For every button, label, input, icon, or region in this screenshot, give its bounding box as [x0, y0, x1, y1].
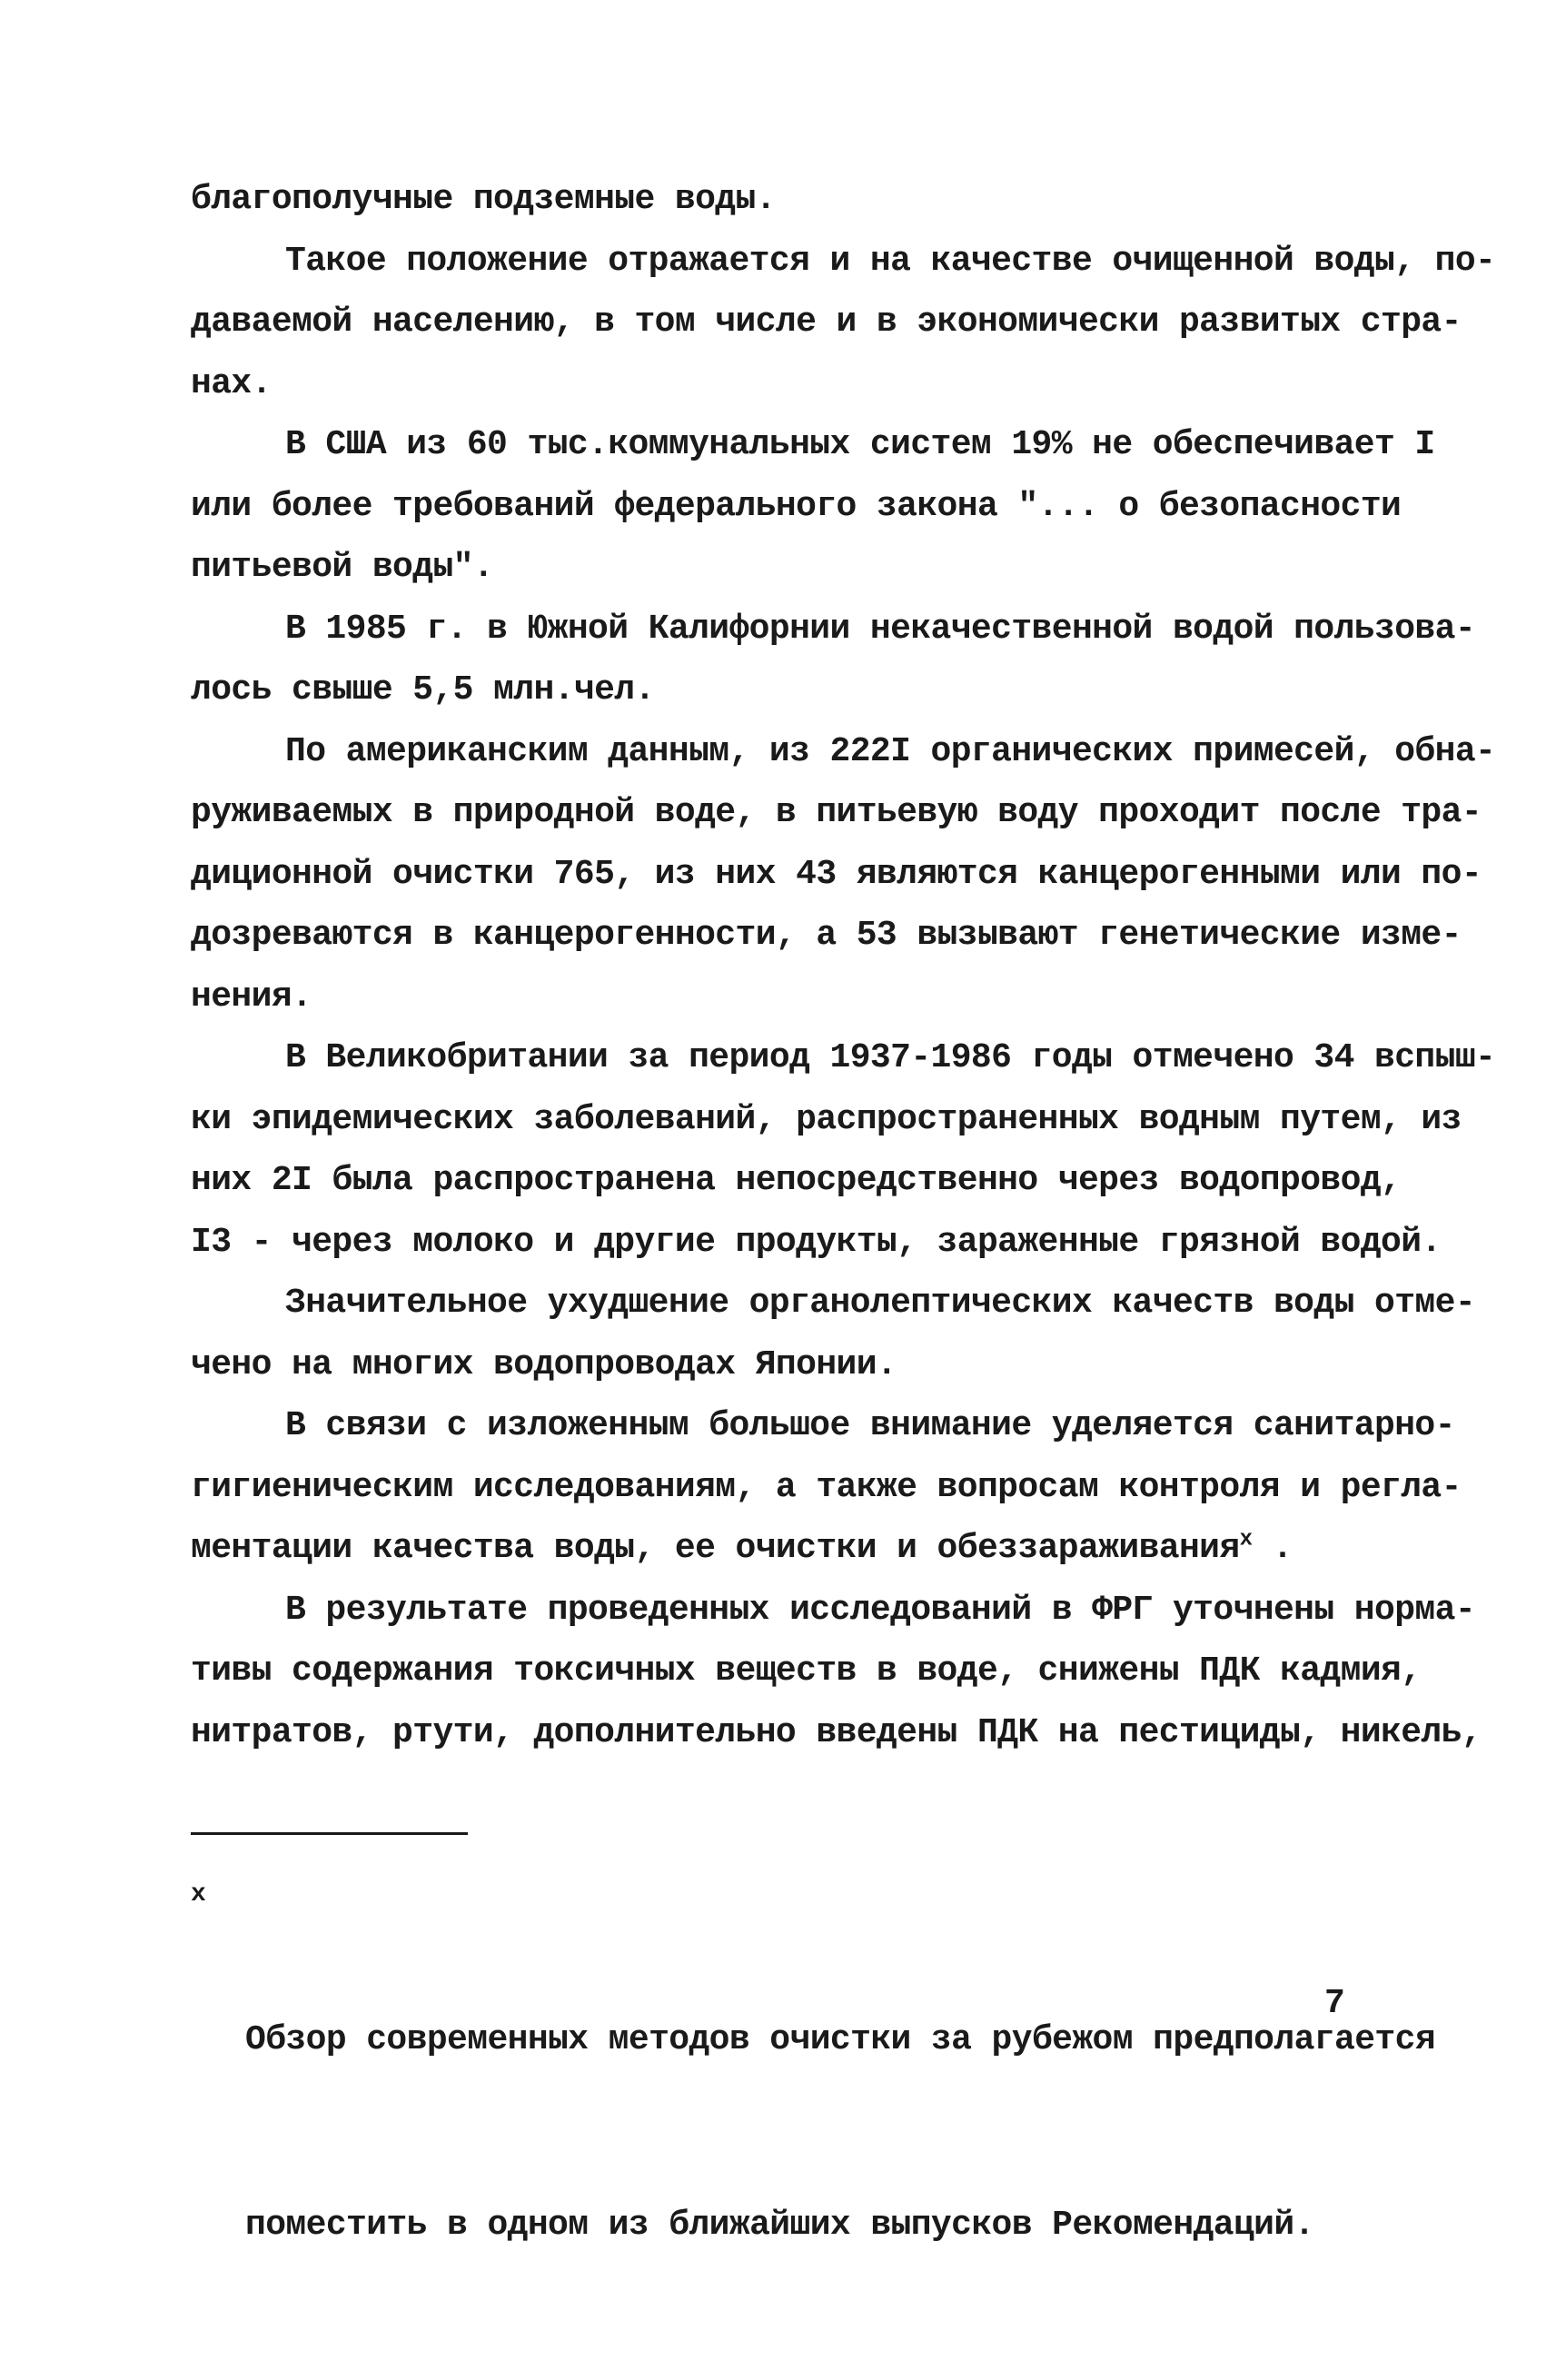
text-line: даваемой населению, в том числе и в экономически развитых стра-: [191, 302, 1462, 342]
paragraph: [191, 599, 1476, 721]
footnote-divider: [191, 1832, 468, 1835]
text-line: В связи с изложенным большое внимание уделяется санитарно-: [285, 1406, 1455, 1445]
footnote-text: [245, 1886, 1435, 2380]
text-line: чено на многих водопроводах Японии.: [191, 1344, 897, 1384]
text-line: нах.: [191, 363, 272, 403]
text-line: лось свыше 5,5 млн.чел.: [191, 670, 655, 709]
text-line: нитратов, ртути, дополнительно введены ПДК на пестициды, никель,: [191, 1712, 1482, 1752]
page-number: 7: [1324, 1984, 1345, 2023]
text-line: Такое положение отражается и на качестве очищенной воды, по-: [285, 241, 1496, 281]
text-line: В США из 60 тыс.коммунальных систем 19% не обеспечивает I: [285, 425, 1435, 464]
footnote-reference: x: [1239, 1527, 1253, 1552]
text-line: них 2I была распространена непосредственно через водопровод,: [191, 1161, 1402, 1200]
text-segment: ментации качества воды, ее очистки и обеззараживания: [191, 1529, 1240, 1568]
footnote-symbol: x: [191, 1880, 206, 1909]
footnote-line: Обзор современных методов очистки за рубежом предполагается: [245, 2020, 1436, 2059]
paragraph: [191, 1580, 1482, 1764]
text-line: В 1985 г. в Южной Калифорнии некачественной водой пользова-: [285, 609, 1476, 649]
text-line: дозреваются в канцерогенности, а 53 вызывают генетические изме-: [191, 916, 1462, 955]
text-line: благополучные подземные воды.: [191, 180, 776, 219]
text-line: I3 - через молоко и другие продукты, зараженные грязной водой.: [191, 1222, 1442, 1262]
text-line: нения.: [191, 977, 312, 1016]
text-line: тивы содержания токсичных веществ в воде, снижены ПДК кадмия,: [191, 1651, 1422, 1691]
footnote-line: поместить в одном из ближайших выпусков Рекомендаций.: [245, 2206, 1314, 2245]
text-line: В результате проведенных исследований в ФРГ уточнены норма-: [285, 1590, 1476, 1630]
text-line: [191, 1518, 1372, 1580]
text-line: Значительное ухудшение органолептических качеств воды отме-: [285, 1284, 1476, 1323]
text-line: питьевой воды".: [191, 548, 494, 587]
text-line: диционной очистки 765, из них 43 являются канцерогенными или по-: [191, 854, 1482, 894]
text-line: По американским данным, из 222I органических примесей, обна-: [285, 731, 1496, 771]
paragraph: [191, 721, 1496, 1028]
paragraph: [191, 169, 1372, 231]
text-line: руживаемых в природной воде, в питьевую воду проходит после тра-: [191, 793, 1482, 832]
text-line: В Великобритании за период 1937-1986 годы отмечено 34 вспыш-: [285, 1038, 1496, 1077]
text-segment: .: [1252, 1529, 1293, 1568]
paragraph: [191, 1273, 1476, 1395]
main-text: [191, 169, 1496, 1763]
paragraph: [191, 231, 1496, 415]
paragraph: [191, 1395, 1462, 1580]
paragraph: [191, 1027, 1496, 1273]
paragraph: [191, 414, 1435, 599]
text-line: гигиеническим исследованиям, а также вопросам контроля и регла-: [191, 1467, 1462, 1507]
text-line: ки эпидемических заболеваний, распространенных водным путем, из: [191, 1099, 1462, 1139]
text-line: или более требований федерального закона "... о безопасности: [191, 486, 1402, 526]
